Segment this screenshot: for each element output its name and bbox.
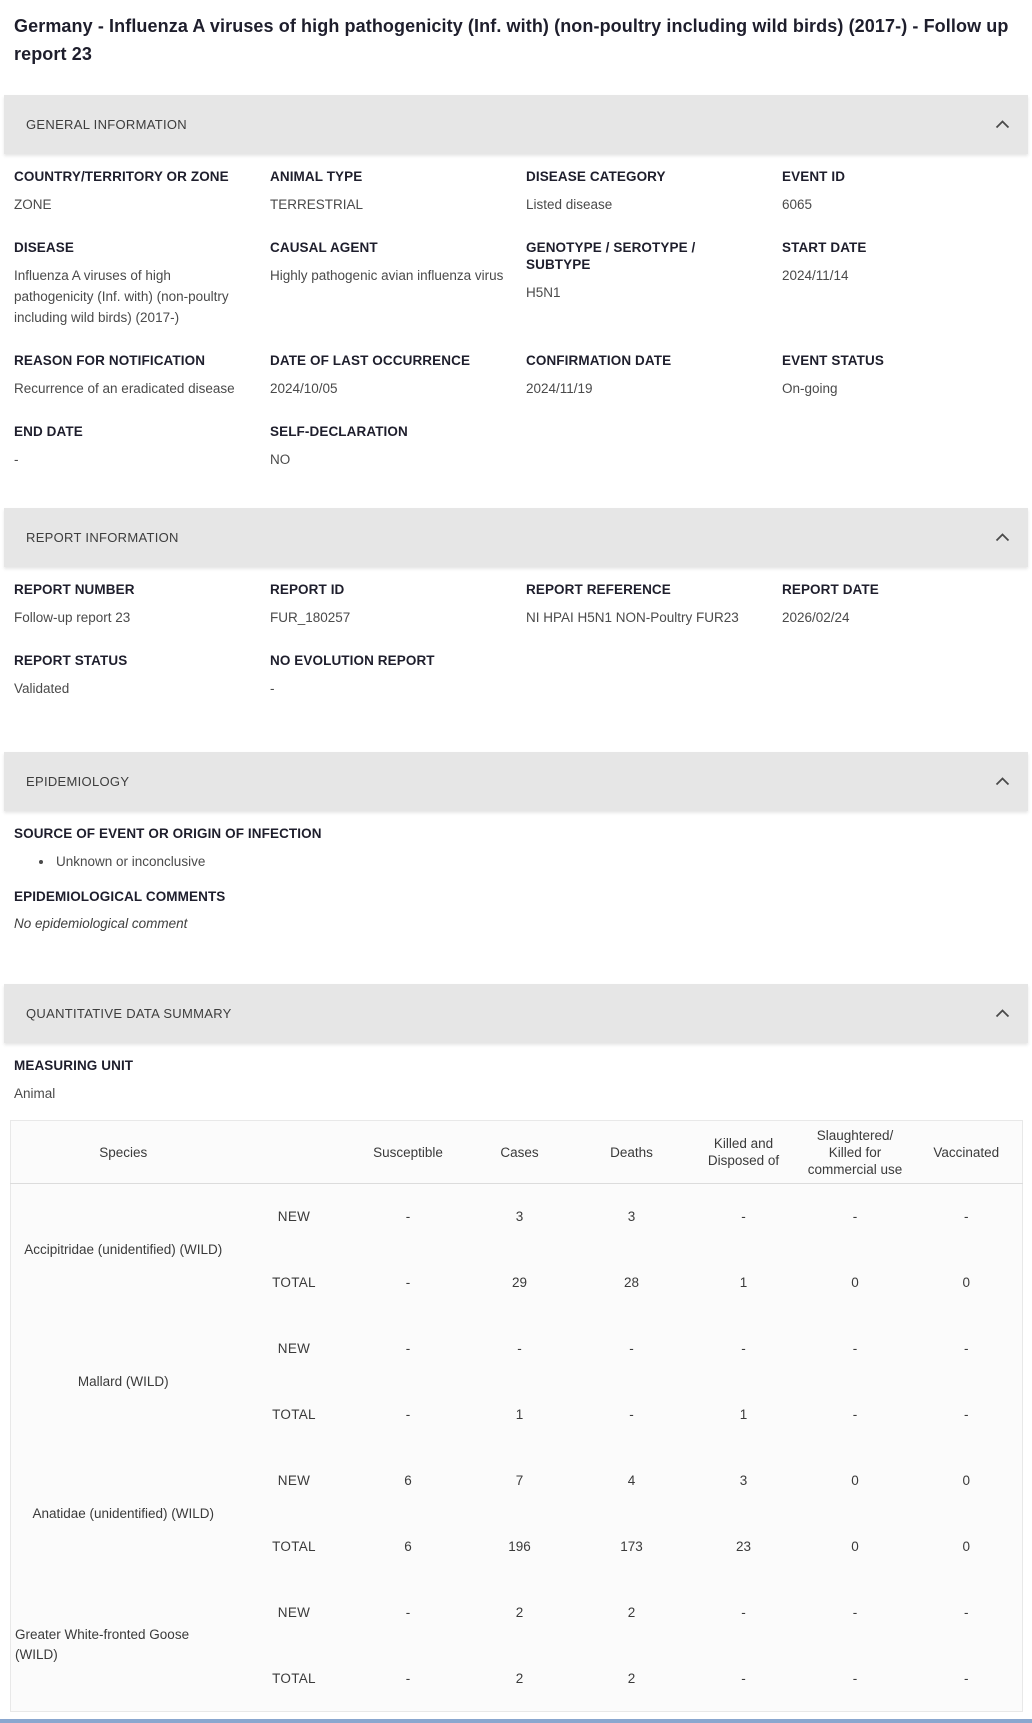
column-header-species: Species: [11, 1121, 236, 1184]
field-value: On-going: [782, 381, 838, 396]
column-header-slaughtered-killed-for-commercial-use: Slaughtered/ Killed for commercial use: [800, 1121, 911, 1184]
value-cell: 0: [962, 1275, 970, 1290]
field-value: Influenza A viruses of high pathogenicity (Inf. with) (non-poultry including wild birds) (2017-): [14, 268, 229, 325]
row-type-cell: NEW: [277, 1209, 311, 1225]
field-no-evolution-report: [270, 652, 506, 699]
field-value: Highly pathogenic avian influenza virus: [270, 268, 504, 283]
field-disease-category: [526, 168, 762, 215]
species-name-cell: Anatidae (unidentified) (WILD): [32, 1505, 215, 1521]
value-cell: 1: [739, 1275, 748, 1290]
field-value: Recurrence of an eradicated disease: [14, 381, 235, 396]
row-type-cell: TOTAL: [272, 1539, 316, 1554]
value-cell: -: [517, 1341, 522, 1356]
section-title: EPIDEMIOLOGY: [26, 774, 130, 789]
species-name-cell: Accipitridae (unidentified) (WILD): [24, 1241, 223, 1257]
table-row: [11, 1580, 1023, 1646]
value-cell: 3: [627, 1209, 636, 1225]
field-label: COUNTRY/TERRITORY OR ZONE: [14, 169, 229, 184]
chevron-up-icon[interactable]: [995, 533, 1010, 542]
value-cell: -: [405, 1341, 411, 1356]
field-value: NI HPAI H5N1 NON-Poultry FUR23: [526, 610, 739, 625]
value-cell: -: [741, 1605, 746, 1620]
source-of-event-list: [54, 851, 1018, 872]
field-event-status: [782, 352, 1018, 399]
measuring-unit-value: Animal: [14, 1086, 56, 1101]
field-value: 2026/02/24: [782, 610, 850, 625]
field-start-date: [782, 239, 1018, 328]
general-information-content: [0, 154, 1032, 490]
field-label: REPORT DATE: [782, 582, 879, 597]
value-cell: 2: [627, 1670, 636, 1686]
value-cell: 0: [851, 1473, 859, 1488]
table-row: [11, 1448, 1023, 1514]
epidemiological-comments-text: No epidemiological comment: [14, 916, 188, 931]
value-cell: -: [964, 1209, 969, 1225]
table-header-row: [11, 1121, 1023, 1184]
value-cell: -: [964, 1407, 969, 1422]
field-label: CAUSAL AGENT: [270, 240, 378, 255]
row-type-cell: TOTAL: [272, 1407, 316, 1422]
value-cell: 0: [962, 1473, 970, 1488]
chevron-up-icon[interactable]: [995, 1009, 1010, 1018]
field-label: CONFIRMATION DATE: [526, 353, 672, 368]
field-value: ZONE: [14, 197, 52, 212]
chevron-up-icon[interactable]: [995, 120, 1010, 129]
value-cell: -: [852, 1670, 858, 1686]
value-cell: -: [852, 1341, 858, 1356]
field-genotype-serotype-subtype: [526, 239, 762, 328]
value-cell: -: [852, 1407, 858, 1422]
field-label: NO EVOLUTION REPORT: [270, 653, 435, 668]
field-label: REPORT NUMBER: [14, 582, 135, 597]
source-of-event-item: • Unknown or inconclusive: [54, 851, 1018, 872]
epidemiology-content: [0, 811, 1032, 954]
field-value: 2024/11/14: [782, 268, 849, 283]
row-type-cell: NEW: [277, 1605, 311, 1620]
field-value: NO: [270, 452, 291, 467]
field-value: H5N1: [526, 285, 561, 300]
field-label: GENOTYPE / SEROTYPE / SUBTYPE: [526, 240, 696, 272]
column-header-susceptible: Susceptible: [353, 1121, 464, 1184]
value-cell: -: [405, 1605, 411, 1620]
wahis-report-page: [0, 12, 1032, 1723]
value-cell: 173: [620, 1539, 643, 1554]
field-reason-for-notification: [14, 352, 250, 399]
field-label: DISEASE: [14, 240, 74, 255]
value-cell: -: [964, 1341, 969, 1356]
value-cell: 0: [851, 1539, 859, 1554]
column-header-vaccinated: Vaccinated: [911, 1121, 1023, 1184]
field-confirmation-date: [526, 352, 762, 399]
field-value: 6065: [782, 197, 813, 212]
species-name-cell: Mallard (WILD): [77, 1373, 169, 1389]
value-cell: 196: [508, 1539, 531, 1554]
section-title: QUANTITATIVE DATA SUMMARY: [26, 1006, 232, 1021]
value-cell: 2: [627, 1605, 636, 1620]
section-header-report-information[interactable]: [4, 508, 1028, 567]
column-header-cases: Cases: [464, 1121, 576, 1184]
value-cell: -: [405, 1275, 411, 1290]
field-end-date: [14, 423, 250, 470]
table-row: [11, 1184, 1023, 1250]
value-cell: 2: [515, 1605, 524, 1620]
value-cell: -: [964, 1605, 969, 1620]
field-label: END DATE: [14, 424, 83, 439]
field-date-of-last-occurrence: [270, 352, 506, 399]
value-cell: 3: [739, 1473, 748, 1488]
value-cell: 7: [515, 1473, 524, 1488]
field-label: DATE OF LAST OCCURRENCE: [270, 353, 471, 368]
column-header-row-type: [236, 1121, 353, 1184]
epidemiological-comments-label: EPIDEMIOLOGICAL COMMENTS: [14, 889, 226, 904]
section-header-quantitative-data-summary[interactable]: [4, 984, 1028, 1043]
chevron-up-icon[interactable]: [995, 777, 1010, 786]
value-cell: 1: [739, 1407, 748, 1422]
field-report-date: [782, 581, 1018, 628]
section-title: REPORT INFORMATION: [26, 530, 179, 545]
field-animal-type: [270, 168, 506, 215]
page-title: Germany - Influenza A viruses of high pathogenicity (Inf. with) (non-poultry including wild birds) (2017-) - Follow up report 23: [14, 16, 1009, 64]
value-cell: -: [405, 1670, 411, 1686]
value-cell: 6: [404, 1539, 412, 1554]
field-causal-agent: [270, 239, 506, 328]
field-value: 2024/10/05: [270, 381, 338, 396]
field-self-declaration: [270, 423, 506, 470]
field-label: SELF-DECLARATION: [270, 424, 408, 439]
field-label: EVENT STATUS: [782, 353, 884, 368]
value-cell: 1: [515, 1407, 524, 1422]
field-label: REPORT REFERENCE: [526, 582, 671, 597]
row-type-cell: NEW: [277, 1473, 311, 1488]
section-header-general-information[interactable]: [4, 95, 1028, 154]
value-cell: 3: [515, 1209, 524, 1225]
field-disease: [14, 239, 250, 328]
value-cell: -: [741, 1209, 746, 1225]
viewport-bottom-edge: [0, 1719, 1032, 1723]
field-report-number: [14, 581, 250, 628]
field-label: REPORT STATUS: [14, 653, 128, 668]
table-row: [11, 1316, 1023, 1382]
field-value: TERRESTRIAL: [270, 197, 364, 212]
section-header-epidemiology[interactable]: [4, 752, 1028, 811]
species-name-cell: Greater White-fronted Goose (WILD): [15, 1627, 190, 1663]
value-cell: -: [629, 1341, 634, 1356]
quantitative-data-table: [10, 1120, 1023, 1712]
row-type-cell: TOTAL: [272, 1670, 316, 1686]
value-cell: -: [852, 1209, 858, 1225]
row-type-cell: TOTAL: [272, 1275, 316, 1290]
field-value: 2024/11/19: [526, 381, 593, 396]
row-type-cell: NEW: [277, 1341, 311, 1356]
field-value: Follow-up report 23: [14, 610, 131, 625]
field-label: DISEASE CATEGORY: [526, 169, 666, 184]
field-value: Validated: [14, 681, 70, 696]
field-report-status: [14, 652, 250, 699]
column-header-killed-and-disposed-of: Killed and Disposed of: [688, 1121, 800, 1184]
field-event-id: [782, 168, 1018, 215]
field-label: REPORT ID: [270, 582, 345, 597]
value-cell: -: [964, 1670, 969, 1686]
value-cell: -: [741, 1670, 746, 1686]
value-cell: -: [405, 1209, 411, 1225]
field-country-territory-or-zone: [14, 168, 250, 215]
value-cell: -: [405, 1407, 411, 1422]
field-label: START DATE: [782, 240, 867, 255]
field-value: Listed disease: [526, 197, 613, 212]
value-cell: 0: [851, 1275, 859, 1290]
field-value: -: [14, 452, 19, 467]
value-cell: 2: [515, 1670, 524, 1686]
value-cell: 4: [627, 1473, 636, 1488]
field-value: -: [270, 681, 275, 696]
value-cell: 28: [623, 1275, 640, 1290]
value-cell: -: [741, 1341, 746, 1356]
section-title: GENERAL INFORMATION: [26, 117, 187, 132]
quantitative-content: [0, 1043, 1032, 1104]
report-information-content: [0, 567, 1032, 719]
field-value: FUR_180257: [270, 610, 351, 625]
value-cell: -: [629, 1407, 634, 1422]
field-label: REASON FOR NOTIFICATION: [14, 353, 206, 368]
value-cell: 23: [735, 1539, 752, 1554]
source-of-event-label: SOURCE OF EVENT OR ORIGIN OF INFECTION: [14, 826, 322, 841]
field-label: ANIMAL TYPE: [270, 169, 363, 184]
column-header-deaths: Deaths: [576, 1121, 688, 1184]
field-label: EVENT ID: [782, 169, 846, 184]
field-report-reference: [526, 581, 762, 628]
value-cell: 29: [511, 1275, 528, 1290]
value-cell: -: [852, 1605, 858, 1620]
value-cell: 6: [404, 1473, 412, 1488]
value-cell: 0: [962, 1539, 970, 1554]
field-report-id: [270, 581, 506, 628]
measuring-unit-label: MEASURING UNIT: [14, 1058, 134, 1073]
